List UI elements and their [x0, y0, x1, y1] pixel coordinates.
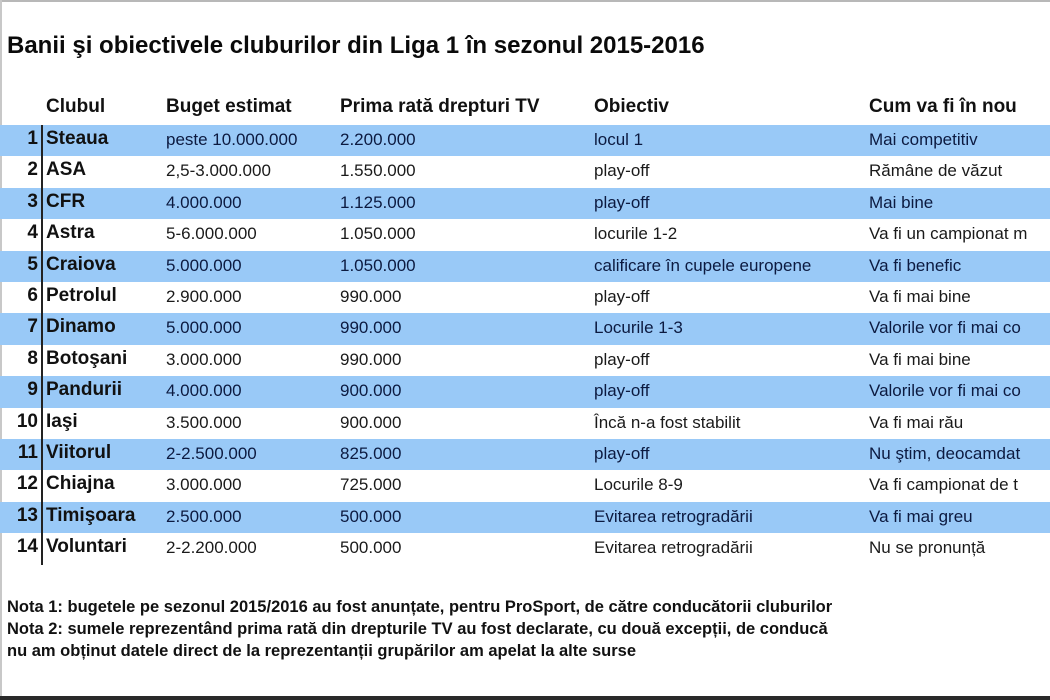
header-buget: Buget estimat: [166, 96, 292, 117]
table-row: [0, 408, 1050, 439]
cell-tv-rights: 990.000: [340, 286, 402, 306]
cell-club-name: Viitorul: [46, 441, 112, 463]
cell-outlook: Nu ştim, deocamdat: [869, 443, 1021, 463]
cell-rank: 3: [27, 190, 38, 212]
header-cum: Cum va fi în nou: [869, 96, 1017, 117]
cell-club-name: Petrolul: [46, 284, 117, 306]
table-row: [0, 251, 1050, 282]
cell-rank: 7: [27, 316, 38, 338]
cell-objective: play-off: [594, 286, 650, 306]
cell-tv-rights: 990.000: [340, 349, 402, 369]
cell-budget: 5-6.000.000: [166, 224, 257, 244]
cell-budget: 5.000.000: [166, 255, 242, 275]
table-row: [0, 470, 1050, 501]
cell-objective: Locurile 1-3: [594, 318, 683, 338]
cell-rank: 14: [16, 536, 38, 558]
cell-outlook: Mai competitiv: [869, 130, 978, 149]
cell-rank: 8: [27, 347, 38, 369]
cell-tv-rights: 900.000: [340, 412, 402, 432]
cell-objective: play-off: [594, 161, 650, 181]
frame-border-top: [0, 0, 1050, 2]
cell-budget: 2-2.200.000: [166, 538, 257, 558]
cell-budget: 2.500.000: [166, 506, 242, 526]
cell-tv-rights: 900.000: [340, 381, 402, 401]
cell-budget: 3.000.000: [166, 349, 242, 369]
cell-club-name: Chiajna: [46, 473, 115, 495]
cell-rank: 2: [27, 159, 38, 181]
cell-rank: 13: [16, 504, 38, 526]
cell-budget: 2.900.000: [166, 286, 242, 306]
cell-outlook: Va fi mai bine: [869, 286, 971, 306]
cell-tv-rights: 725.000: [340, 475, 402, 495]
header-obiectiv: Obiectiv: [594, 96, 669, 117]
cell-club-name: Steaua: [46, 128, 109, 149]
cell-rank: 1: [27, 128, 38, 149]
table-row: [0, 502, 1050, 533]
rank-divider-line: [41, 125, 43, 565]
cell-tv-rights: 1.050.000: [340, 224, 416, 244]
cell-club-name: Timişoara: [46, 504, 136, 526]
cell-tv-rights: 1.125.000: [340, 192, 416, 212]
cell-budget: peste 10.000.000: [166, 130, 298, 149]
cell-tv-rights: 1.550.000: [340, 161, 416, 181]
cell-tv-rights: 2.200.000: [340, 130, 416, 149]
page-title: Banii şi obiectivele cluburilor din Liga 1 în sezonul 2015-2016: [7, 32, 705, 59]
cell-objective: Evitarea retrogradării: [594, 506, 753, 526]
cell-budget: 4.000.000: [166, 192, 242, 212]
cell-club-name: Iaşi: [46, 410, 78, 432]
table-row: [0, 156, 1050, 187]
cell-budget: 2,5-3.000.000: [166, 161, 271, 181]
cell-club-name: Dinamo: [46, 316, 116, 338]
cell-budget: 3.500.000: [166, 412, 242, 432]
note-3: nu am obținut datele direct de la reprezentanții grupărilor am apelat la alte surse: [7, 642, 636, 660]
cell-budget: 2-2.500.000: [166, 443, 257, 463]
cell-outlook: Va fi campionat de t: [869, 475, 1018, 495]
table-row: [0, 125, 1050, 156]
cell-budget: 4.000.000: [166, 381, 242, 401]
cell-club-name: ASA: [46, 159, 87, 181]
cell-outlook: Rămâne de văzut: [869, 161, 1003, 181]
notes: [7, 596, 1050, 662]
cell-outlook: Va fi un campionat m: [869, 224, 1028, 244]
cell-objective: Evitarea retrogradării: [594, 538, 753, 558]
cell-objective: calificare în cupele europene: [594, 255, 812, 275]
header-club: Clubul: [46, 96, 106, 117]
cell-club-name: CFR: [46, 190, 86, 212]
table-row: [0, 376, 1050, 407]
cell-outlook: Nu se pronunță: [869, 538, 986, 558]
cell-objective: play-off: [594, 443, 650, 463]
cell-objective: Încă n-a fost stabilit: [594, 412, 741, 432]
table-row: [0, 219, 1050, 250]
cell-rank: 9: [27, 379, 38, 401]
clubs-table: [0, 125, 1050, 564]
table-row: [0, 188, 1050, 219]
table-row: [0, 533, 1050, 564]
cell-objective: play-off: [594, 192, 650, 212]
table-row: [0, 282, 1050, 313]
cell-club-name: Pandurii: [46, 379, 123, 401]
cell-objective: locurile 1-2: [594, 224, 678, 244]
cell-outlook: Mai bine: [869, 192, 934, 212]
table-row: [0, 313, 1050, 344]
cell-club-name: Botoşani: [46, 347, 128, 369]
cell-outlook: Valorile vor fi mai co: [869, 381, 1021, 401]
cell-tv-rights: 1.050.000: [340, 255, 416, 275]
cell-tv-rights: 990.000: [340, 318, 402, 338]
cell-rank: 12: [16, 473, 38, 495]
cell-outlook: Va fi mai greu: [869, 506, 973, 526]
cell-club-name: Craiova: [46, 253, 116, 275]
cell-objective: play-off: [594, 349, 650, 369]
table-row: [0, 345, 1050, 376]
cell-budget: 3.000.000: [166, 475, 242, 495]
cell-rank: 11: [17, 441, 38, 463]
cell-rank: 4: [27, 222, 38, 244]
cell-tv-rights: 500.000: [340, 506, 402, 526]
cell-objective: Locurile 8-9: [594, 475, 683, 495]
cell-outlook: Va fi mai rău: [869, 412, 964, 432]
cell-outlook: Va fi mai bine: [869, 349, 971, 369]
cell-rank: 5: [27, 253, 38, 275]
cell-tv-rights: 825.000: [340, 443, 402, 463]
cell-club-name: Astra: [46, 222, 95, 244]
cell-outlook: Valorile vor fi mai co: [869, 318, 1021, 338]
cell-budget: 5.000.000: [166, 318, 242, 338]
cell-club-name: Voluntari: [46, 536, 127, 558]
cell-objective: locul 1: [594, 130, 644, 149]
note-1: Nota 1: bugetele pe sezonul 2015/2016 au fost anunțate, pentru ProSport, de către conducătorii cluburilor: [7, 598, 833, 616]
cell-rank: 10: [16, 410, 38, 432]
cell-tv-rights: 500.000: [340, 538, 402, 558]
header-tv: Prima rată drepturi TV: [340, 96, 540, 117]
frame-border-bottom: [0, 696, 1050, 700]
table-header: [0, 96, 1050, 124]
cell-outlook: Va fi benefic: [869, 255, 962, 275]
note-2: Nota 2: sumele reprezentând prima rată din drepturile TV au fost declarate, cu două excepții, de conducă: [7, 620, 828, 638]
cell-rank: 6: [27, 284, 38, 306]
cell-objective: play-off: [594, 381, 650, 401]
table-row: [0, 439, 1050, 470]
